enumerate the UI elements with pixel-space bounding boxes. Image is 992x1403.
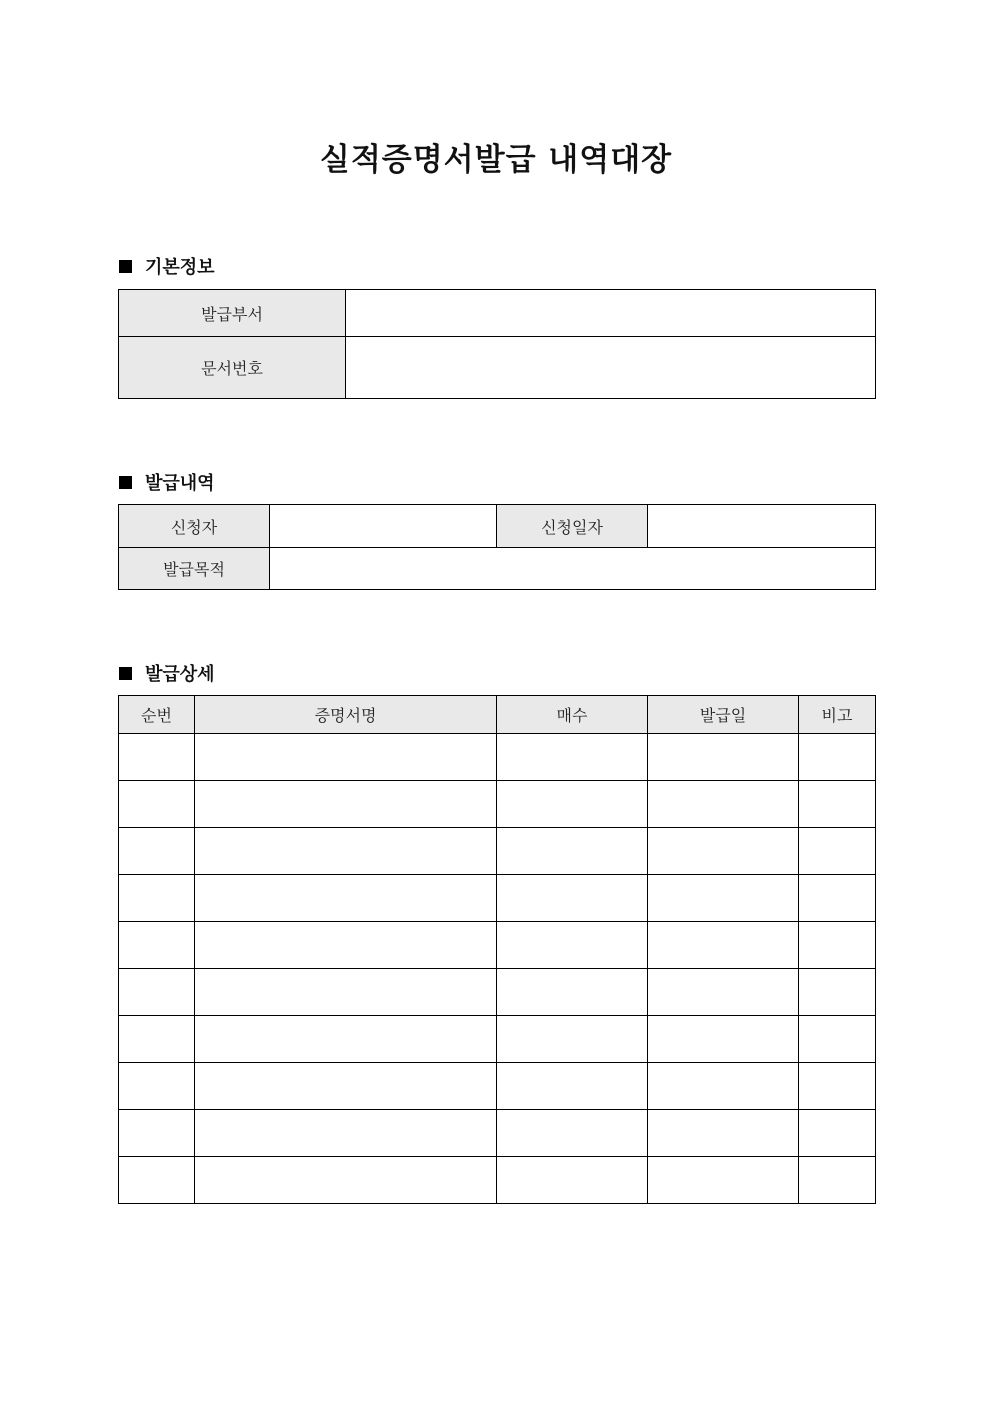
remarks-cell[interactable] (799, 1016, 876, 1063)
issue-date-cell[interactable] (648, 734, 799, 781)
document-number-field[interactable] (346, 337, 876, 399)
square-bullet-icon (119, 667, 132, 680)
issuing-department-field[interactable] (346, 290, 876, 337)
application-date-field[interactable] (648, 505, 876, 548)
column-header-certificate-name: 증명서명 (195, 696, 497, 734)
certificate-name-cell[interactable] (195, 734, 497, 781)
copies-cell[interactable] (497, 1157, 648, 1204)
seq-cell[interactable] (119, 875, 195, 922)
square-bullet-icon (119, 476, 132, 489)
certificate-name-cell[interactable] (195, 969, 497, 1016)
table-row (119, 828, 876, 875)
remarks-cell[interactable] (799, 734, 876, 781)
basic-info-table (118, 289, 876, 399)
seq-cell[interactable] (119, 828, 195, 875)
issue-date-cell[interactable] (648, 1110, 799, 1157)
issue-detail-table (118, 695, 876, 1204)
column-header-remarks: 비고 (799, 696, 876, 734)
section-heading-detail (119, 660, 215, 686)
remarks-cell[interactable] (799, 969, 876, 1016)
copies-cell[interactable] (497, 1063, 648, 1110)
certificate-name-cell[interactable] (195, 1157, 497, 1204)
remarks-cell[interactable] (799, 1063, 876, 1110)
table-row (119, 1157, 876, 1204)
copies-cell[interactable] (497, 875, 648, 922)
table-row (119, 734, 876, 781)
table-row (119, 922, 876, 969)
certificate-name-cell[interactable] (195, 875, 497, 922)
section-heading-detail-text: 발급상세 (145, 664, 215, 685)
certificate-name-cell[interactable] (195, 922, 497, 969)
issue-date-cell[interactable] (648, 1063, 799, 1110)
table-row (119, 1110, 876, 1157)
section-heading-issue (119, 469, 215, 495)
table-header-row (119, 696, 876, 734)
applicant-field[interactable] (270, 505, 497, 548)
table-row (119, 505, 876, 548)
table-row (119, 548, 876, 590)
issue-date-cell[interactable] (648, 1016, 799, 1063)
copies-cell[interactable] (497, 781, 648, 828)
column-header-seq: 순번 (119, 696, 195, 734)
issuing-department-label: 발급부서 (119, 290, 346, 337)
page-title: 실적증명서발급 내역대장 (319, 142, 673, 178)
seq-cell[interactable] (119, 922, 195, 969)
copies-cell[interactable] (497, 734, 648, 781)
table-row (119, 781, 876, 828)
seq-cell[interactable] (119, 1110, 195, 1157)
square-bullet-icon (119, 260, 132, 273)
table-row (119, 875, 876, 922)
section-heading-issue-text: 발급내역 (145, 473, 215, 494)
issue-purpose-field[interactable] (270, 548, 876, 590)
issue-date-cell[interactable] (648, 1157, 799, 1204)
seq-cell[interactable] (119, 1016, 195, 1063)
copies-cell[interactable] (497, 922, 648, 969)
remarks-cell[interactable] (799, 828, 876, 875)
remarks-cell[interactable] (799, 781, 876, 828)
issue-purpose-label: 발급목적 (119, 548, 270, 590)
copies-cell[interactable] (497, 1110, 648, 1157)
copies-cell[interactable] (497, 828, 648, 875)
issue-info-table (118, 504, 876, 590)
remarks-cell[interactable] (799, 1157, 876, 1204)
seq-cell[interactable] (119, 969, 195, 1016)
table-row (119, 290, 876, 337)
column-header-issue-date: 발급일 (648, 696, 799, 734)
copies-cell[interactable] (497, 969, 648, 1016)
seq-cell[interactable] (119, 1063, 195, 1110)
section-heading-basic-text: 기본정보 (145, 257, 215, 278)
issue-date-cell[interactable] (648, 781, 799, 828)
seq-cell[interactable] (119, 1157, 195, 1204)
applicant-label: 신청자 (119, 505, 270, 548)
issue-detail-body (119, 734, 876, 1204)
issue-date-cell[interactable] (648, 875, 799, 922)
application-date-label: 신청일자 (497, 505, 648, 548)
issue-date-cell[interactable] (648, 828, 799, 875)
copies-cell[interactable] (497, 1016, 648, 1063)
seq-cell[interactable] (119, 734, 195, 781)
column-header-copies: 매수 (497, 696, 648, 734)
issue-date-cell[interactable] (648, 922, 799, 969)
certificate-name-cell[interactable] (195, 1110, 497, 1157)
section-heading-basic (119, 253, 215, 279)
table-row (119, 1063, 876, 1110)
table-row (119, 1016, 876, 1063)
certificate-name-cell[interactable] (195, 1063, 497, 1110)
issue-date-cell[interactable] (648, 969, 799, 1016)
certificate-name-cell[interactable] (195, 781, 497, 828)
remarks-cell[interactable] (799, 1110, 876, 1157)
remarks-cell[interactable] (799, 875, 876, 922)
certificate-name-cell[interactable] (195, 828, 497, 875)
table-row (119, 337, 876, 399)
table-row (119, 969, 876, 1016)
document-number-label: 문서번호 (119, 337, 346, 399)
remarks-cell[interactable] (799, 922, 876, 969)
certificate-name-cell[interactable] (195, 1016, 497, 1063)
seq-cell[interactable] (119, 781, 195, 828)
